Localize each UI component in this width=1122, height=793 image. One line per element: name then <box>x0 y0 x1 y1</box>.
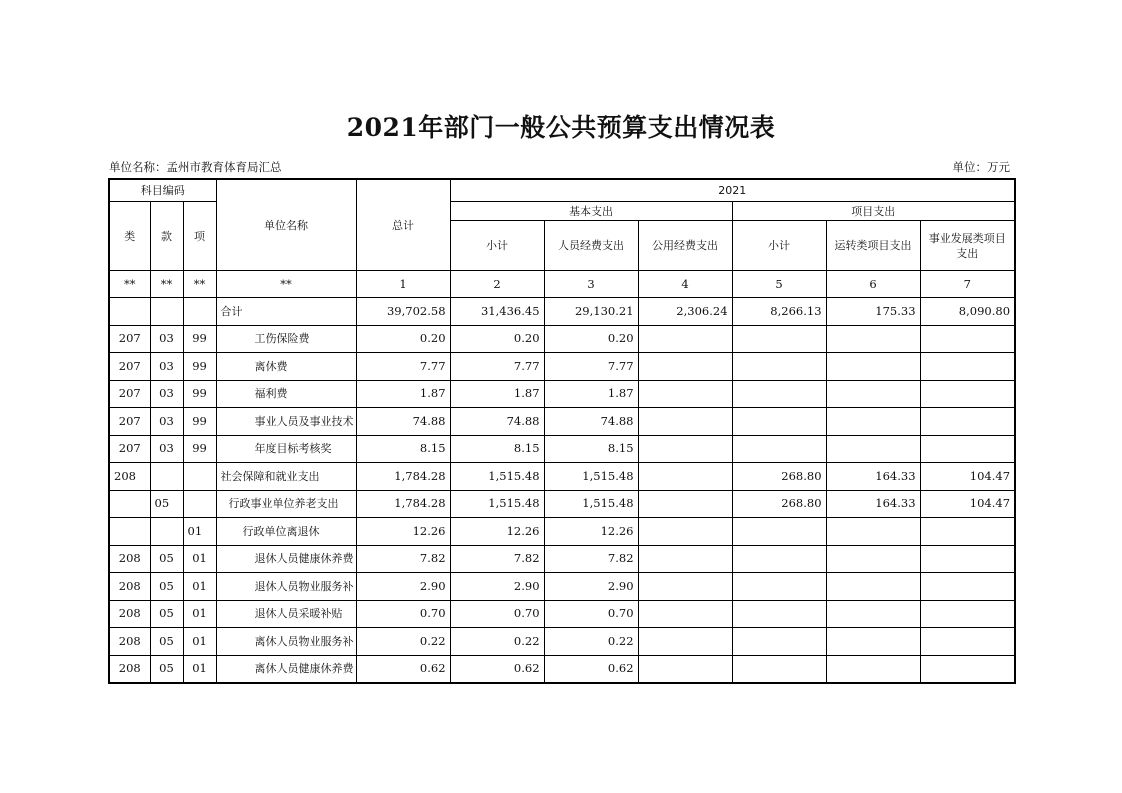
unit-name-cell: 行政单位离退休 <box>216 518 356 546</box>
lei-cell: 208 <box>109 463 150 491</box>
budget-table <box>108 178 1016 684</box>
total-cell: 0.22 <box>356 628 450 656</box>
operating-project-cell <box>826 545 920 573</box>
public-funds-cell <box>638 628 732 656</box>
public-funds-cell <box>638 353 732 381</box>
xiang-header: 项 <box>183 202 216 271</box>
total-cell: 0.20 <box>356 325 450 353</box>
index-cell: 5 <box>732 271 826 298</box>
xiang-cell: 01 <box>183 518 216 546</box>
operating-project-cell: 164.33 <box>826 463 920 491</box>
project-subtotal-header: 小计 <box>732 221 826 271</box>
public-funds-cell <box>638 380 732 408</box>
unit-name-cell: 合计 <box>216 298 356 326</box>
unit-name-cell: 年度目标考核奖 <box>216 435 356 463</box>
project-subtotal-cell <box>732 325 826 353</box>
unit-name-header: 单位名称 <box>216 179 356 271</box>
kuan-cell <box>150 463 183 491</box>
lei-cell: 207 <box>109 380 150 408</box>
development-project-cell <box>920 408 1015 436</box>
development-project-cell: 8,090.80 <box>920 298 1015 326</box>
project-subtotal-cell: 268.80 <box>732 463 826 491</box>
unit-name-cell: 离休费 <box>216 353 356 381</box>
basic-subtotal-cell: 1,515.48 <box>450 463 544 491</box>
operating-project-cell <box>826 353 920 381</box>
lei-cell: 207 <box>109 435 150 463</box>
operating-project-cell <box>826 380 920 408</box>
lei-cell <box>109 518 150 546</box>
public-funds-cell <box>638 463 732 491</box>
development-project-cell <box>920 655 1015 683</box>
basic-subtotal-cell: 2.90 <box>450 573 544 601</box>
lei-cell: 208 <box>109 655 150 683</box>
xiang-cell: 01 <box>183 573 216 601</box>
development-project-cell <box>920 545 1015 573</box>
table-row <box>109 518 1015 546</box>
kuan-cell <box>150 518 183 546</box>
basic-subtotal-cell: 8.15 <box>450 435 544 463</box>
total-cell: 1.87 <box>356 380 450 408</box>
public-funds-cell <box>638 545 732 573</box>
unit-name-label: 单位名称：孟州市教育体育局汇总 <box>109 160 282 174</box>
basic-subtotal-header: 小计 <box>450 221 544 271</box>
kuan-cell: 05 <box>150 628 183 656</box>
operating-project-cell <box>826 435 920 463</box>
table-row <box>109 628 1015 656</box>
table-row <box>109 573 1015 601</box>
lei-cell <box>109 298 150 326</box>
public-funds-header: 公用经费支出 <box>638 221 732 271</box>
total-cell: 1,784.28 <box>356 490 450 518</box>
index-row <box>109 271 1015 298</box>
operating-project-cell <box>826 325 920 353</box>
personnel-cell: 1,515.48 <box>544 490 638 518</box>
index-cell: ** <box>216 271 356 298</box>
project-subtotal-cell <box>732 380 826 408</box>
table-row <box>109 655 1015 683</box>
xiang-cell: 99 <box>183 325 216 353</box>
basic-subtotal-cell: 7.77 <box>450 353 544 381</box>
unit-name-cell: 行政事业单位养老支出 <box>216 490 356 518</box>
total-cell: 74.88 <box>356 408 450 436</box>
kuan-cell: 03 <box>150 353 183 381</box>
xiang-cell: 01 <box>183 628 216 656</box>
table-row <box>109 435 1015 463</box>
kuan-cell: 05 <box>150 490 183 518</box>
personnel-cell: 1,515.48 <box>544 463 638 491</box>
development-project-cell: 104.47 <box>920 490 1015 518</box>
personnel-cell: 1.87 <box>544 380 638 408</box>
project-subtotal-cell <box>732 408 826 436</box>
development-project-cell <box>920 380 1015 408</box>
operating-project-cell <box>826 518 920 546</box>
personnel-cell: 0.62 <box>544 655 638 683</box>
table-row <box>109 353 1015 381</box>
operating-project-cell: 175.33 <box>826 298 920 326</box>
project-subtotal-cell <box>732 435 826 463</box>
lei-header: 类 <box>109 202 150 271</box>
unit-name-cell: 退休人员采暖补贴 <box>216 600 356 628</box>
lei-cell: 207 <box>109 353 150 381</box>
development-project-cell: 104.47 <box>920 463 1015 491</box>
unit-name-cell: 事业人员及事业技术 <box>216 408 356 436</box>
total-cell: 7.77 <box>356 353 450 381</box>
total-cell: 1,784.28 <box>356 463 450 491</box>
development-project-cell <box>920 600 1015 628</box>
total-cell: 8.15 <box>356 435 450 463</box>
operating-project-header: 运转类项目支出 <box>826 221 920 271</box>
basic-subtotal-cell: 1.87 <box>450 380 544 408</box>
table-row <box>109 490 1015 518</box>
currency-unit-label: 单位：万元 <box>952 160 1010 174</box>
index-cell: 7 <box>920 271 1015 298</box>
xiang-cell: 01 <box>183 600 216 628</box>
table-row <box>109 600 1015 628</box>
public-funds-cell: 2,306.24 <box>638 298 732 326</box>
xiang-cell: 01 <box>183 545 216 573</box>
lei-cell: 208 <box>109 628 150 656</box>
kuan-cell: 03 <box>150 435 183 463</box>
header-row-1 <box>109 179 1015 202</box>
operating-project-cell <box>826 655 920 683</box>
development-project-cell <box>920 353 1015 381</box>
index-cell: 4 <box>638 271 732 298</box>
kuan-cell: 05 <box>150 573 183 601</box>
project-subtotal-cell <box>732 353 826 381</box>
personnel-cell: 2.90 <box>544 573 638 601</box>
project-expense-header: 项目支出 <box>732 202 1015 221</box>
xiang-cell: 99 <box>183 353 216 381</box>
xiang-cell <box>183 298 216 326</box>
personnel-cell: 0.22 <box>544 628 638 656</box>
kuan-cell <box>150 298 183 326</box>
total-header: 总计 <box>356 179 450 271</box>
kuan-header: 款 <box>150 202 183 271</box>
personnel-cell: 7.77 <box>544 353 638 381</box>
basic-subtotal-cell: 31,436.45 <box>450 298 544 326</box>
xiang-cell <box>183 490 216 518</box>
project-subtotal-cell: 8,266.13 <box>732 298 826 326</box>
unit-name-cell: 离休人员物业服务补 <box>216 628 356 656</box>
page-title: 2021年部门一般公共预算支出情况表 <box>346 113 776 142</box>
development-project-cell <box>920 435 1015 463</box>
table-row <box>109 380 1015 408</box>
table-row <box>109 463 1015 491</box>
personnel-cell: 29,130.21 <box>544 298 638 326</box>
personnel-cell: 74.88 <box>544 408 638 436</box>
personnel-cell: 8.15 <box>544 435 638 463</box>
personnel-cell: 0.70 <box>544 600 638 628</box>
public-funds-cell <box>638 518 732 546</box>
lei-cell: 208 <box>109 545 150 573</box>
lei-cell: 207 <box>109 325 150 353</box>
operating-project-cell <box>826 600 920 628</box>
subject-code-header: 科目编码 <box>109 179 216 202</box>
kuan-cell: 05 <box>150 600 183 628</box>
total-cell: 12.26 <box>356 518 450 546</box>
table-row <box>109 298 1015 326</box>
public-funds-cell <box>638 408 732 436</box>
xiang-cell: 99 <box>183 435 216 463</box>
unit-name-cell: 退休人员物业服务补 <box>216 573 356 601</box>
personnel-cell: 7.82 <box>544 545 638 573</box>
operating-project-cell <box>826 573 920 601</box>
kuan-cell: 03 <box>150 408 183 436</box>
project-subtotal-cell <box>732 573 826 601</box>
operating-project-cell <box>826 408 920 436</box>
project-subtotal-cell <box>732 545 826 573</box>
basic-subtotal-cell: 7.82 <box>450 545 544 573</box>
lei-cell: 208 <box>109 600 150 628</box>
total-cell: 2.90 <box>356 573 450 601</box>
operating-project-cell: 164.33 <box>826 490 920 518</box>
index-cell: ** <box>109 271 150 298</box>
index-cell: ** <box>150 271 183 298</box>
kuan-cell: 03 <box>150 325 183 353</box>
development-project-cell <box>920 573 1015 601</box>
public-funds-cell <box>638 573 732 601</box>
index-cell: 1 <box>356 271 450 298</box>
personnel-cell: 0.20 <box>544 325 638 353</box>
basic-subtotal-cell: 0.70 <box>450 600 544 628</box>
basic-subtotal-cell: 0.62 <box>450 655 544 683</box>
index-cell: 6 <box>826 271 920 298</box>
index-cell: 2 <box>450 271 544 298</box>
development-project-cell <box>920 518 1015 546</box>
personnel-cell: 12.26 <box>544 518 638 546</box>
unit-name-cell: 退休人员健康休养费 <box>216 545 356 573</box>
personnel-header: 人员经费支出 <box>544 221 638 271</box>
kuan-cell: 05 <box>150 655 183 683</box>
project-subtotal-cell <box>732 655 826 683</box>
unit-name-cell: 福利费 <box>216 380 356 408</box>
xiang-cell: 99 <box>183 408 216 436</box>
xiang-cell: 99 <box>183 380 216 408</box>
project-subtotal-cell <box>732 518 826 546</box>
unit-name-cell: 离休人员健康休养费 <box>216 655 356 683</box>
table-row <box>109 325 1015 353</box>
basic-subtotal-cell: 0.20 <box>450 325 544 353</box>
public-funds-cell <box>638 490 732 518</box>
basic-expense-header: 基本支出 <box>450 202 732 221</box>
development-project-cell <box>920 325 1015 353</box>
total-cell: 7.82 <box>356 545 450 573</box>
basic-subtotal-cell: 0.22 <box>450 628 544 656</box>
year-header: 2021 <box>450 179 1015 202</box>
lei-cell: 207 <box>109 408 150 436</box>
operating-project-cell <box>826 628 920 656</box>
unit-name-cell: 社会保障和就业支出 <box>216 463 356 491</box>
public-funds-cell <box>638 435 732 463</box>
total-cell: 39,702.58 <box>356 298 450 326</box>
project-subtotal-cell <box>732 628 826 656</box>
total-cell: 0.70 <box>356 600 450 628</box>
basic-subtotal-cell: 12.26 <box>450 518 544 546</box>
basic-subtotal-cell: 74.88 <box>450 408 544 436</box>
table-row <box>109 545 1015 573</box>
kuan-cell: 05 <box>150 545 183 573</box>
lei-cell: 208 <box>109 573 150 601</box>
xiang-cell: 01 <box>183 655 216 683</box>
project-subtotal-cell: 268.80 <box>732 490 826 518</box>
development-project-header: 事业发展类项目支出 <box>920 221 1015 271</box>
total-cell: 0.62 <box>356 655 450 683</box>
kuan-cell: 03 <box>150 380 183 408</box>
xiang-cell <box>183 463 216 491</box>
unit-name-cell: 工伤保险费 <box>216 325 356 353</box>
index-cell: ** <box>183 271 216 298</box>
basic-subtotal-cell: 1,515.48 <box>450 490 544 518</box>
index-cell: 3 <box>544 271 638 298</box>
public-funds-cell <box>638 600 732 628</box>
lei-cell <box>109 490 150 518</box>
public-funds-cell <box>638 655 732 683</box>
project-subtotal-cell <box>732 600 826 628</box>
table-row <box>109 408 1015 436</box>
public-funds-cell <box>638 325 732 353</box>
development-project-cell <box>920 628 1015 656</box>
